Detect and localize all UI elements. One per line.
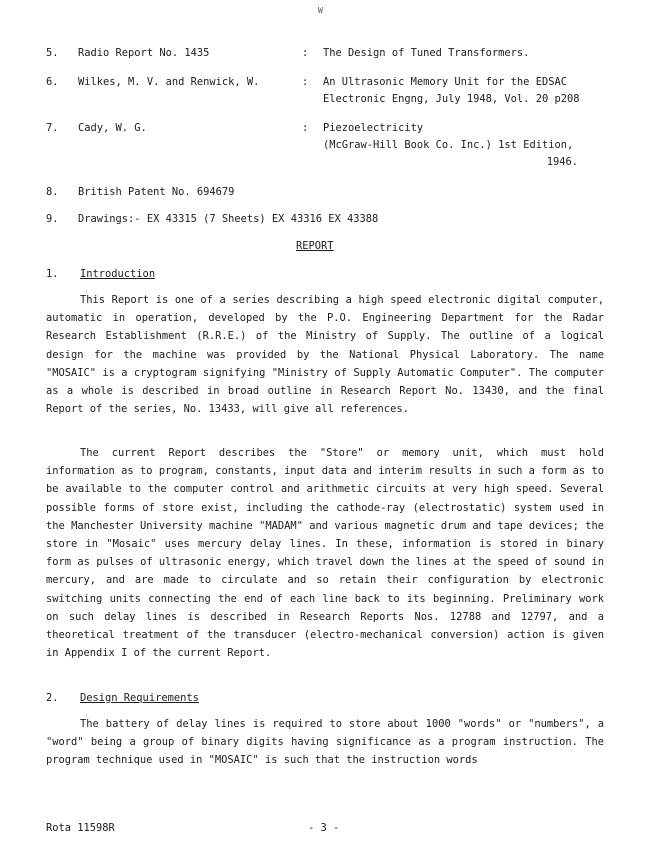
reference-separator: : [302,122,309,134]
reference-number: 7. [46,122,59,134]
reference-title: The Design of Tuned Transformers. [323,47,530,59]
reference-number: 9. [46,213,59,225]
footer-page-number: - 3 - [308,822,340,834]
reference-title: (McGraw-Hill Book Co. Inc.) 1st Edition, [323,139,574,151]
report-title: REPORT [296,240,334,252]
reference-author: Radio Report No. 1435 [78,47,210,59]
paragraph: The current Report describes the "Store" or memory unit, which must hold information as to program, constants, input data and interim results in such a form as to be available to the computer control and arithmetic circuits at very high speed. Several possible forms of store exist, including the cathode-ray (electrostatic) system used in the Manchester University machine "MADAM" and various magnetic drum and tape devices; the store in "Mosaic" uses mercury delay lines. In these, information is stored in binary form as pulses of ultrasonic energy, which travel down the lines at the speed of sound in mercury, and are made to circulate and so retain their configuration by electronic switching units connecting the end of each line back to its beginning. Preliminary work on such delay lines is described in Research Reports Nos. 12788 and 12797, and a theoretical treatment of the transducer (electro-mechanical conversion) action is given in Appendix I of the current Report. [46,447,604,660]
section-title: Introduction [80,268,156,280]
footer-document-ref: Rota 11598R [46,822,115,834]
paragraph: This Report is one of a series describing a high speed electronic digital computer, automatic in operation, developed by the P.O. Engineering Department for the Radar Research Establishment (R.R.E.) of the Ministry of Supply. The outline of a logical design for the machine was provided by the National Physical Laboratory. The name "MOSAIC" is a cryptogram signifying "Ministry of Supply Automatic Computer". The computer as a whole is described in broad outline in Research Report No. 13430, and the final Report of the series, No. 13433, will give all references. [46,294,604,416]
reference-number: 8. [46,186,59,198]
reference-title: 1946. [546,156,578,168]
reference-author: British Patent No. 694679 [78,186,235,198]
section-number: 2. [46,692,59,704]
reference-title: Piezoelectricity [323,122,424,134]
reference-separator: : [302,76,309,88]
reference-title: An Ultrasonic Memory Unit for the EDSAC [323,76,567,88]
reference-number: 5. [46,47,59,59]
paragraph: The battery of delay lines is required to store about 1000 "words" or "numbers", a "word" being a group of binary digits having significance as a program instruction. The program technique used in "MOSAIC" is such that the instruction words [46,718,604,767]
reference-title: Electronic Engng, July 1948, Vol. 20 p208 [323,93,580,105]
section-heading [46,690,346,707]
page-mark: W [318,6,323,15]
reference-separator: : [302,47,309,59]
reference-number: 6. [46,76,59,88]
reference-author: Drawings:- EX 43315 (7 Sheets) EX 43316 EX 43388 [78,213,379,225]
section-title: Design Requirements [80,692,199,704]
reference-author: Cady, W. G. [78,122,147,134]
reference-author: Wilkes, M. V. and Renwick, W. [78,76,260,88]
section-heading [46,266,346,283]
section-number: 1. [46,268,59,280]
